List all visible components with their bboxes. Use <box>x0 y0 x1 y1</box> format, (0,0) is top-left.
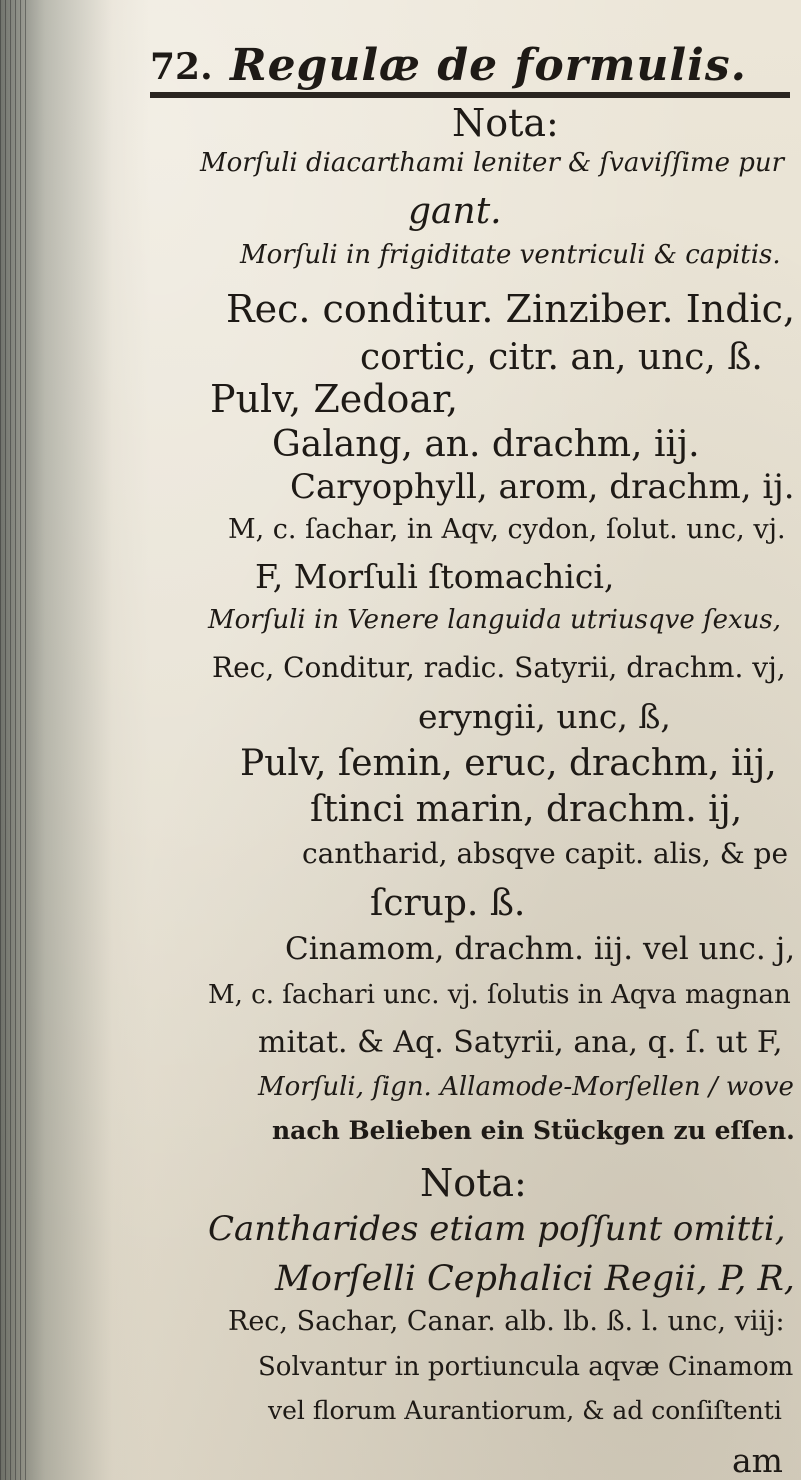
page-number: 72. <box>150 46 213 88</box>
recipe-title-line: Morſuli diacarthami leniter & ſvaviſſime pur <box>200 148 785 178</box>
nota-heading: Nota: <box>452 101 559 145</box>
recipe-line: Pulv, ſemin, eruc, drachm, iij, <box>240 743 777 784</box>
recipe-line: ſcrup. ß. <box>370 883 526 924</box>
recipe-line: ſtinci marin, drachm. ij, <box>310 789 743 830</box>
nota-heading: Nota: <box>420 1161 527 1205</box>
running-head: Regulæ de formulis. <box>230 40 747 91</box>
recipe-line: Rec, Sachar, Canar. alb. lb. ß. l. unc, viij: <box>228 1306 785 1337</box>
recipe-line: Caryophyll, arom, drachm, ij. <box>290 467 795 507</box>
recipe-line: Rec, Conditur, radic. Satyrii, drachm. vj, <box>212 651 786 684</box>
recipe-line: Pulv, Zedoar, <box>210 377 459 421</box>
page-edge-lines <box>0 0 30 1480</box>
recipe-line: M, c. ſachari unc. vj. ſolutis in Aqva magnan <box>208 980 791 1010</box>
recipe-line: cantharid, absqve capit. alis, & pe <box>302 837 789 870</box>
recipe-title-line: Morſelli Cephalici Regii, P, R, <box>275 1259 795 1299</box>
recipe-line: Morſuli, ſign. Allamode-Morſellen / wove <box>258 1072 794 1102</box>
recipe-line: mitat. & Aq. Satyrii, ana, q. ſ. ut F, <box>258 1025 783 1060</box>
page-header <box>150 40 790 96</box>
recipe-title-line: gant. <box>408 191 502 232</box>
recipe-title-line: Morſuli in frigiditate ventriculi & capitis. <box>240 240 781 270</box>
recipe-line: M, c. ſachar, in Aqv, cydon, ſolut. unc, vj. <box>228 514 786 545</box>
catchword: am <box>732 1441 783 1480</box>
recipe-line: cortic, citr. an, unc, ß. <box>360 337 763 378</box>
recipe-line: eryngii, unc, ß, <box>418 697 671 736</box>
note-line: Cantharides etiam poſſunt omitti, <box>208 1209 786 1249</box>
recipe-line: Rec. conditur. Zinziber. Indic, <box>226 287 796 331</box>
header-rule <box>150 92 790 98</box>
recipe-line: Cinamom, drachm. iij. vel unc. j, <box>285 931 796 967</box>
recipe-line: vel florum Aurantiorum, & ad conſiſtenti <box>268 1396 782 1425</box>
recipe-title-line: Morſuli in Venere languida utriusqve ſexus, <box>208 605 781 635</box>
recipe-line: nach Belieben ein Stückgen zu eſſen. <box>272 1116 795 1145</box>
recipe-line: F, Morſuli ſtomachici, <box>255 557 615 596</box>
recipe-line: Solvantur in portiuncula aqvæ Cinamom <box>258 1352 794 1382</box>
recipe-line: Galang, an. drachm, iij. <box>272 424 700 465</box>
